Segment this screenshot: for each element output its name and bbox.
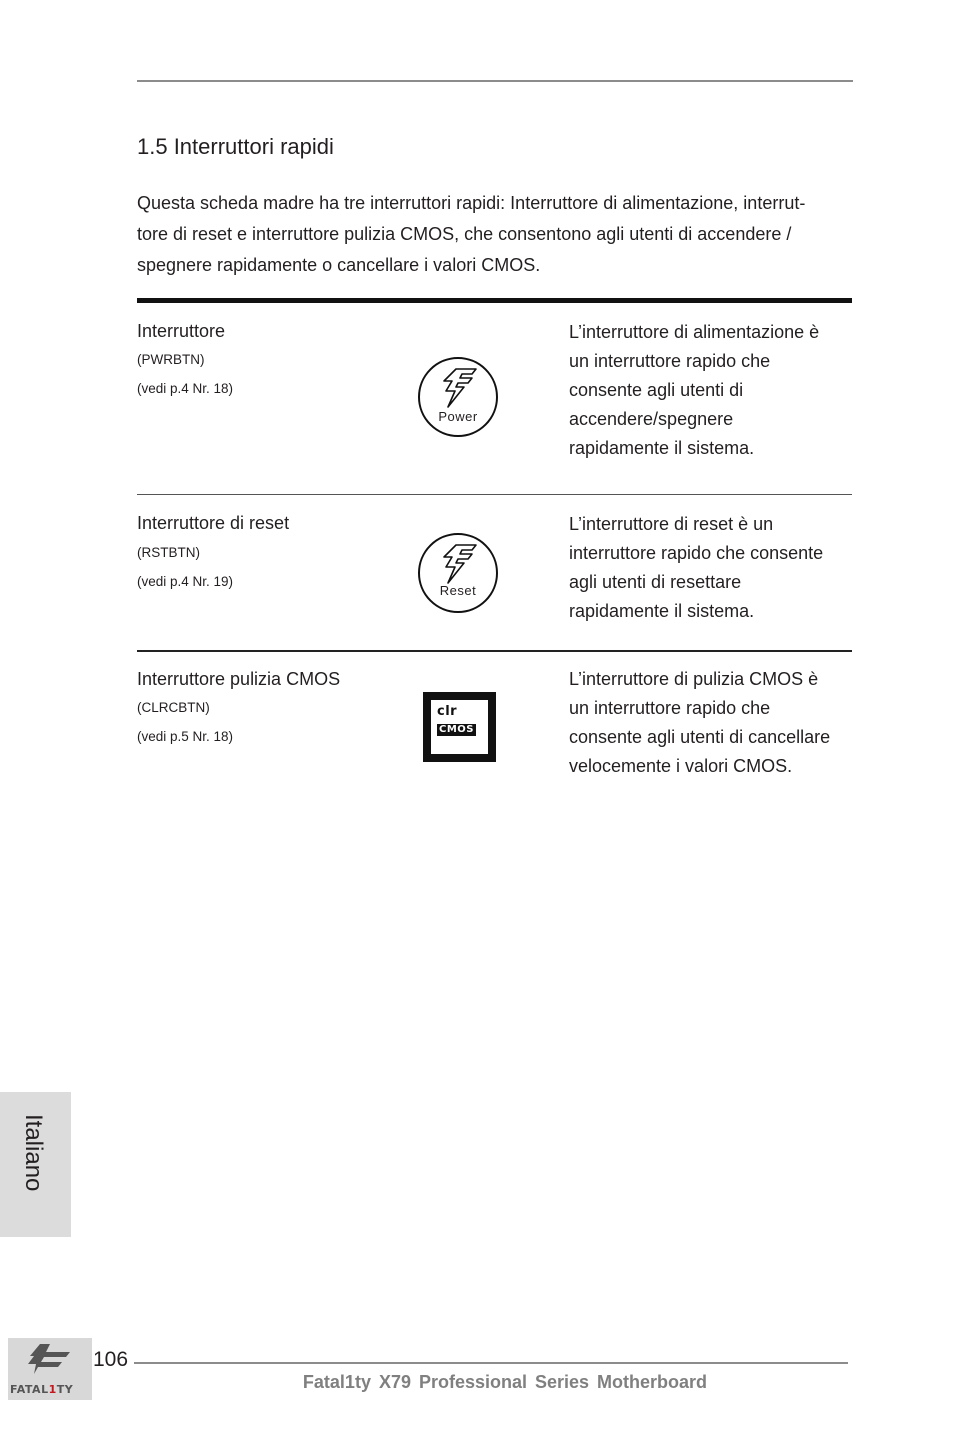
- clear-cmos-button-icon: [423, 692, 496, 762]
- desc-line: velocemente i valori CMOS.: [569, 756, 793, 776]
- lightning-icon: [442, 367, 478, 409]
- logo-text-part: 1: [48, 1383, 57, 1396]
- intro-paragraph: [137, 188, 853, 281]
- desc-line: un interruttore rapido che: [569, 698, 771, 718]
- fatal1ty-emblem-icon: [26, 1342, 74, 1376]
- page-number: 106: [93, 1348, 129, 1371]
- switch-name-power: Interruttore: [137, 321, 226, 341]
- switch-name-cmos: Interruttore pulizia CMOS: [137, 669, 341, 689]
- language-label: Italiano: [20, 1114, 47, 1192]
- footer-rule: [134, 1362, 848, 1364]
- reset-icon-label: Reset: [439, 583, 477, 598]
- cmos-icon-face: [429, 698, 490, 756]
- reset-button-icon: [418, 533, 498, 613]
- cmos-icon-label: CMOS: [439, 724, 474, 735]
- intro-line: tore di reset e interruttore pulizia CMOS, che consentono agli utenti di accendere /: [137, 224, 792, 244]
- logo-text-part: TY: [56, 1383, 74, 1396]
- switch-code-cmos: (CLRCBTN): [137, 700, 210, 715]
- intro-line: spegnere rapidamente o cancellare i valori CMOS.: [137, 255, 541, 275]
- desc-line: accendere/spegnere: [569, 409, 734, 429]
- switch-desc-reset: [569, 510, 859, 626]
- switch-desc-cmos: [569, 665, 859, 781]
- switch-ref-power: (vedi p.4 Nr. 18): [137, 381, 234, 396]
- desc-line: L’interruttore di alimentazione è: [569, 322, 820, 342]
- desc-line: un interruttore rapido che: [569, 351, 771, 371]
- table-top-rule: [137, 298, 852, 303]
- footer-title: Fatal1ty X79 Professional Series Motherboard: [302, 1372, 708, 1392]
- top-rule: [137, 80, 853, 82]
- language-side-tab: [0, 1092, 71, 1237]
- switch-desc-power: [569, 318, 859, 463]
- power-icon-label: Power: [438, 409, 478, 424]
- row-divider: [137, 494, 852, 495]
- switch-code-reset: (RSTBTN): [137, 545, 200, 560]
- section-title: 1.5 Interruttori rapidi: [137, 134, 334, 159]
- lightning-icon: [442, 543, 478, 585]
- logo-text-part: FATAL: [10, 1383, 49, 1396]
- desc-line: agli utenti di resettare: [569, 572, 742, 592]
- desc-line: rapidamente il sistema.: [569, 601, 755, 621]
- desc-line: L’interruttore di reset è un: [569, 514, 774, 534]
- desc-line: consente agli utenti di cancellare: [569, 727, 831, 747]
- desc-line: interruttore rapido che consente: [569, 543, 824, 563]
- clr-icon-label: clr: [437, 704, 458, 719]
- desc-line: rapidamente il sistema.: [569, 438, 755, 458]
- power-button-icon: [418, 357, 498, 437]
- desc-line: L’interruttore di pulizia CMOS è: [569, 669, 819, 689]
- switch-ref-reset: (vedi p.4 Nr. 19): [137, 574, 234, 589]
- row-divider: [137, 650, 852, 652]
- switch-code-power: (PWRBTN): [137, 352, 205, 367]
- intro-line: Questa scheda madre ha tre interruttori rapidi: Interruttore di alimentazione, interrut-: [137, 193, 806, 213]
- desc-line: consente agli utenti di: [569, 380, 744, 400]
- switch-ref-cmos: (vedi p.5 Nr. 18): [137, 729, 234, 744]
- switch-name-reset: Interruttore di reset: [137, 513, 290, 533]
